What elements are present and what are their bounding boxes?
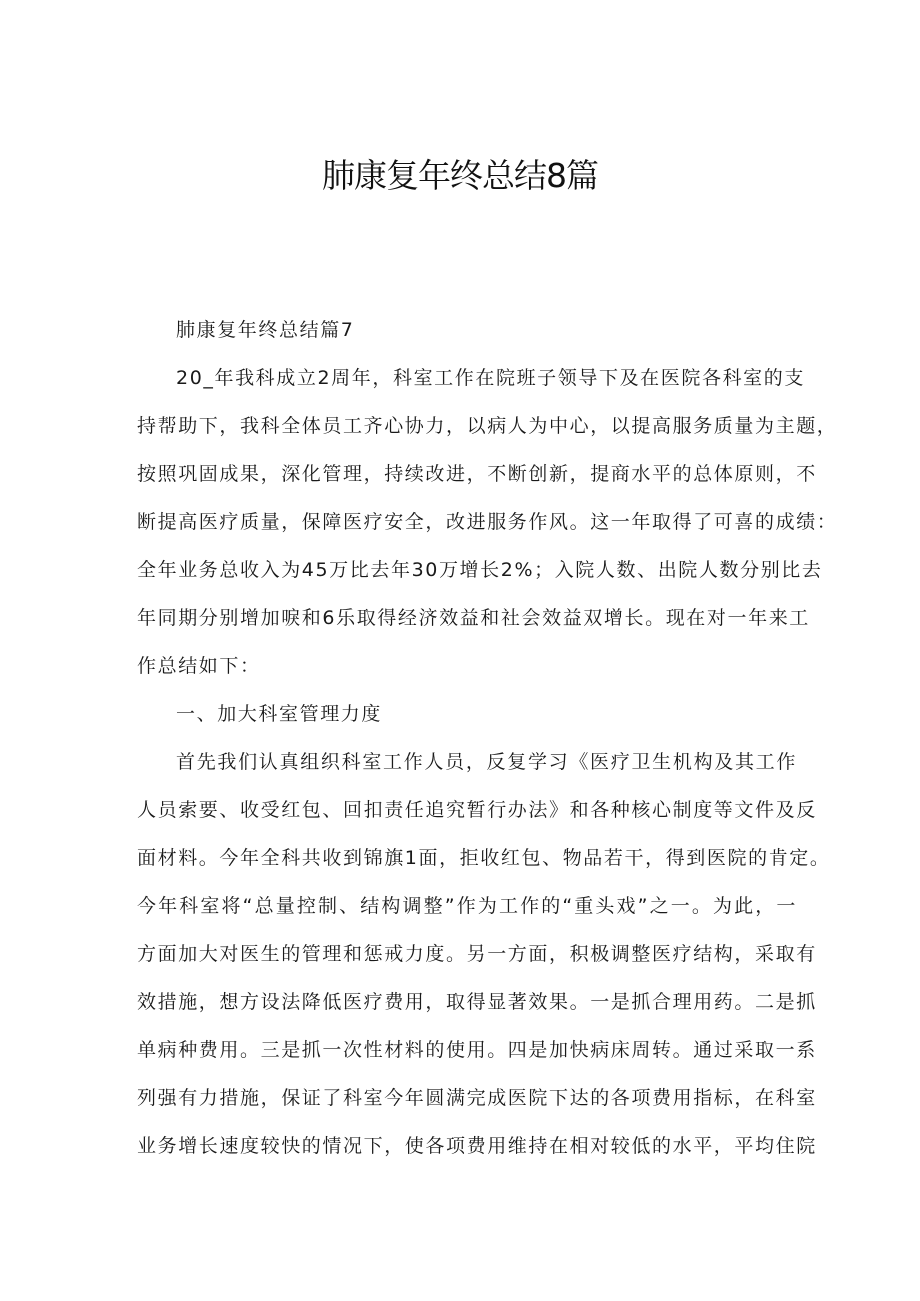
paragraph-line: 年同期分别增加唳和6乐取得经济效益和社会效益双增长。现在对一年来工 <box>137 607 810 629</box>
paragraph-line: 20_年我科成立2周年，科室工作在院班子领导下及在医院各科室的支 <box>176 367 805 389</box>
paragraph-line: 作总结如下： <box>137 655 261 677</box>
paragraph-line: 方面加大对医生的管理和惩戒力度。另一方面，积极调整医疗结构，采取有 <box>137 943 817 965</box>
section-heading: 一、加大科室管理力度 <box>176 703 383 725</box>
paragraph-line: 首先我们认真组织科室工作人员，反复学习《医疗卫生机构及其工作 <box>176 751 797 773</box>
section-heading: 肺康复年终总结篇7 <box>176 319 355 341</box>
paragraph-line: 列强有力措施，保证了科室今年圆满完成医院下达的各项费用指标，在科室 <box>137 1087 817 1109</box>
paragraph-line: 单病种费用。三是抓一次性材料的使用。四是加快病床周转。通过采取一系 <box>137 1039 817 1061</box>
paragraph-line: 持帮助下，我科全体员工齐心协力，以病人为中心，以提高服务质量为主题， <box>137 415 838 437</box>
paragraph-line: 人员索要、收受红包、回扣责任追究暂行办法》和各种核心制度等文件及反 <box>137 799 817 821</box>
document-body <box>137 306 838 1170</box>
document-title: 肺康复年终总结8篇 <box>322 156 598 195</box>
paragraph-line: 断提高医疗质量，保障医疗安全，改进服务作风。这一年取得了可喜的成绩： <box>137 511 838 533</box>
paragraph-line: 业务增长速度较快的情况下，使各项费用维持在相对较低的水平，平均住院 <box>137 1135 817 1157</box>
paragraph-line: 效措施，想方设法降低医疗费用，取得显著效果。一是抓合理用药。二是抓 <box>137 991 817 1013</box>
paragraph-line: 全年业务总收入为45万比去年30万增长2%；入院人数、出院人数分别比去 <box>137 559 823 581</box>
paragraph-line: 面材料。今年全科共收到锦旗1面，拒收红包、物品若干，得到医院的肯定。 <box>137 847 831 869</box>
paragraph-line: 今年科室将“总量控制、结构调整”作为工作的“重头戏”之一。为此，一 <box>137 895 797 917</box>
paragraph-line: 按照巩固成果，深化管理，持续改进，不断创新，提商水平的总体原则，不 <box>137 463 817 485</box>
